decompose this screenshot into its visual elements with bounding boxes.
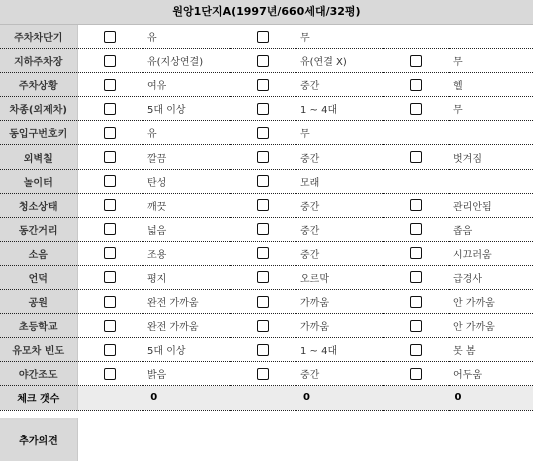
option-label: [449, 121, 533, 145]
row-label: 초등학교: [0, 314, 77, 338]
checkbox[interactable]: [410, 344, 422, 356]
checkbox-cell: [77, 73, 143, 97]
option-label: 유(지상연결): [147, 57, 204, 69]
option-label: 5대 이상: [147, 105, 186, 117]
option-label: 어두움: [453, 370, 482, 382]
checkbox-cell: [77, 121, 143, 145]
option-label: 중간: [300, 201, 320, 213]
additional-comments: [0, 418, 533, 461]
row-label: 지하주차장: [0, 49, 77, 73]
checkbox-cell: [230, 314, 296, 338]
check-count-col1: 0: [77, 386, 230, 410]
sheet-title: 원앙1단지A(1997년/660세대/32평): [0, 0, 533, 25]
checkbox[interactable]: [104, 103, 116, 115]
option-label: 유: [147, 33, 157, 45]
option-label: 모래: [300, 177, 320, 189]
row-label: 공원: [0, 290, 77, 314]
checkbox-cell: [230, 145, 296, 169]
option-label: 무: [453, 105, 463, 117]
checkbox-cell: [230, 121, 296, 145]
checklist-row: [0, 121, 533, 145]
option-label: 무: [300, 129, 310, 141]
row-label: 차종(외제차): [0, 97, 77, 121]
checkbox[interactable]: [257, 55, 269, 67]
checkbox-cell: [383, 73, 449, 97]
option-label: 중간: [300, 81, 320, 93]
checklist-row: [0, 314, 533, 338]
checkbox-cell: [230, 25, 296, 49]
checkbox[interactable]: [104, 320, 116, 332]
option-label: 중간: [300, 225, 320, 237]
option-label: 좁음: [453, 225, 473, 237]
checkbox[interactable]: [104, 175, 116, 187]
row-label: 주차차단기: [0, 25, 77, 49]
checkbox[interactable]: [410, 199, 422, 211]
check-count-label: 체크 갯수: [0, 386, 77, 410]
checkbox-cell: [77, 265, 143, 289]
checkbox-cell: [77, 217, 143, 241]
option-label: 깔끔: [147, 153, 167, 165]
check-count-col3: 0: [383, 386, 533, 410]
checkbox[interactable]: [104, 31, 116, 43]
checkbox[interactable]: [257, 151, 269, 163]
option-label: 벗겨짐: [453, 153, 482, 165]
option-label: 밝음: [147, 370, 167, 382]
option-label: 못 봄: [453, 346, 476, 358]
checkbox-cell: [383, 169, 449, 193]
check-count-row: [0, 386, 533, 410]
checkbox-cell: [383, 121, 449, 145]
option-label: [449, 25, 533, 49]
checkbox[interactable]: [257, 127, 269, 139]
checkbox[interactable]: [410, 103, 422, 115]
checkbox-cell: [383, 97, 449, 121]
checklist-row: [0, 241, 533, 265]
row-label: 소음: [0, 241, 77, 265]
checkbox-cell: [77, 49, 143, 73]
checkbox[interactable]: [410, 368, 422, 380]
checkbox[interactable]: [257, 223, 269, 235]
checkbox-cell: [230, 193, 296, 217]
checkbox[interactable]: [104, 368, 116, 380]
checkbox[interactable]: [104, 55, 116, 67]
checkbox[interactable]: [257, 247, 269, 259]
checkbox[interactable]: [410, 223, 422, 235]
checkbox-cell: [77, 25, 143, 49]
checkbox[interactable]: [104, 79, 116, 91]
option-label: 유: [147, 129, 157, 141]
checkbox[interactable]: [257, 271, 269, 283]
option-label: 시끄러움: [453, 249, 492, 261]
checkbox[interactable]: [410, 320, 422, 332]
checkbox-cell: [77, 145, 143, 169]
checklist-row: [0, 265, 533, 289]
option-label: 넓음: [147, 225, 167, 237]
row-label: 유모차 빈도: [0, 338, 77, 362]
checkbox[interactable]: [257, 199, 269, 211]
checkbox[interactable]: [257, 79, 269, 91]
checkbox[interactable]: [104, 127, 116, 139]
checkbox-cell: [383, 25, 449, 49]
row-label: 놀이터: [0, 169, 77, 193]
option-label: 깨끗: [147, 201, 167, 213]
checkbox[interactable]: [257, 344, 269, 356]
checkbox[interactable]: [257, 296, 269, 308]
checkbox[interactable]: [410, 79, 422, 91]
option-label: 완전 가까움: [147, 298, 199, 310]
checklist-row: [0, 362, 533, 386]
checklist-row: [0, 338, 533, 362]
checkbox-cell: [77, 97, 143, 121]
option-label: 탄성: [147, 177, 167, 189]
option-label: 1 ~ 4대: [300, 105, 338, 117]
checkbox-cell: [383, 362, 449, 386]
option-label: 헬: [453, 81, 463, 93]
checklist-row: [0, 145, 533, 169]
checkbox-cell: [230, 97, 296, 121]
checkbox-cell: [230, 241, 296, 265]
option-label: 가까움: [300, 322, 329, 334]
checklist-row: [0, 290, 533, 314]
checklist-table: [0, 25, 533, 411]
checkbox-cell: [230, 49, 296, 73]
checkbox[interactable]: [104, 344, 116, 356]
checkbox-cell: [230, 73, 296, 97]
additional-comments-label: 추가의견: [0, 418, 78, 461]
option-label: 가까움: [300, 298, 329, 310]
option-label: 관리안됨: [453, 201, 492, 213]
checkbox[interactable]: [410, 296, 422, 308]
checkbox[interactable]: [257, 320, 269, 332]
checkbox-cell: [383, 217, 449, 241]
option-label: 무: [300, 33, 310, 45]
checkbox-cell: [383, 338, 449, 362]
option-label: [449, 169, 533, 193]
checkbox-cell: [230, 217, 296, 241]
checkbox-cell: [77, 314, 143, 338]
checkbox-cell: [77, 362, 143, 386]
checkbox-cell: [230, 290, 296, 314]
checkbox[interactable]: [104, 296, 116, 308]
option-label: 완전 가까움: [147, 322, 199, 334]
checkbox[interactable]: [104, 247, 116, 259]
option-label: 중간: [300, 249, 320, 261]
checklist-row: [0, 217, 533, 241]
checkbox-cell: [77, 338, 143, 362]
checkbox-cell: [383, 290, 449, 314]
option-label: 1 ~ 4대: [300, 346, 338, 358]
checkbox-cell: [230, 338, 296, 362]
row-label: 동간거리: [0, 217, 77, 241]
checkbox-cell: [77, 169, 143, 193]
option-label: 안 가까움: [453, 322, 495, 334]
checkbox-cell: [383, 49, 449, 73]
option-label: 무: [453, 57, 463, 69]
option-label: 안 가까움: [453, 298, 495, 310]
checkbox[interactable]: [410, 55, 422, 67]
checkbox-cell: [77, 241, 143, 265]
checkbox-cell: [77, 290, 143, 314]
checkbox[interactable]: [257, 31, 269, 43]
checkbox[interactable]: [410, 247, 422, 259]
additional-comments-field[interactable]: [78, 418, 533, 461]
option-label: 중간: [300, 370, 320, 382]
row-label: 외벽칠: [0, 145, 77, 169]
checklist-row: [0, 169, 533, 193]
checkbox-cell: [77, 193, 143, 217]
checkbox[interactable]: [410, 151, 422, 163]
checkbox[interactable]: [104, 223, 116, 235]
option-label: 중간: [300, 153, 320, 165]
checkbox-cell: [383, 145, 449, 169]
checkbox-cell: [383, 314, 449, 338]
checklist-row: [0, 193, 533, 217]
option-label: 오르막: [300, 273, 329, 285]
checklist-row: [0, 97, 533, 121]
check-count-col2: 0: [230, 386, 383, 410]
row-label: 야간조도: [0, 362, 77, 386]
checkbox-cell: [383, 265, 449, 289]
option-label: 급경사: [453, 273, 482, 285]
option-label: 조용: [147, 249, 167, 261]
option-label: 5대 이상: [147, 346, 186, 358]
checkbox-cell: [383, 193, 449, 217]
row-label: 주차상황: [0, 73, 77, 97]
checkbox[interactable]: [104, 199, 116, 211]
checkbox[interactable]: [257, 368, 269, 380]
checkbox[interactable]: [104, 271, 116, 283]
checkbox[interactable]: [104, 151, 116, 163]
checkbox-cell: [230, 169, 296, 193]
option-label: 유(연결 X): [300, 57, 347, 69]
row-label: 청소상태: [0, 193, 77, 217]
checklist-row: [0, 49, 533, 73]
checkbox[interactable]: [410, 271, 422, 283]
option-label: 여유: [147, 81, 167, 93]
checklist-row: [0, 73, 533, 97]
checkbox[interactable]: [257, 175, 269, 187]
row-label: 동입구번호키: [0, 121, 77, 145]
option-label: 평지: [147, 273, 167, 285]
row-label: 언덕: [0, 265, 77, 289]
checkbox[interactable]: [257, 103, 269, 115]
checkbox-cell: [383, 241, 449, 265]
checkbox-cell: [230, 362, 296, 386]
checklist-row: [0, 25, 533, 49]
checkbox-cell: [230, 265, 296, 289]
